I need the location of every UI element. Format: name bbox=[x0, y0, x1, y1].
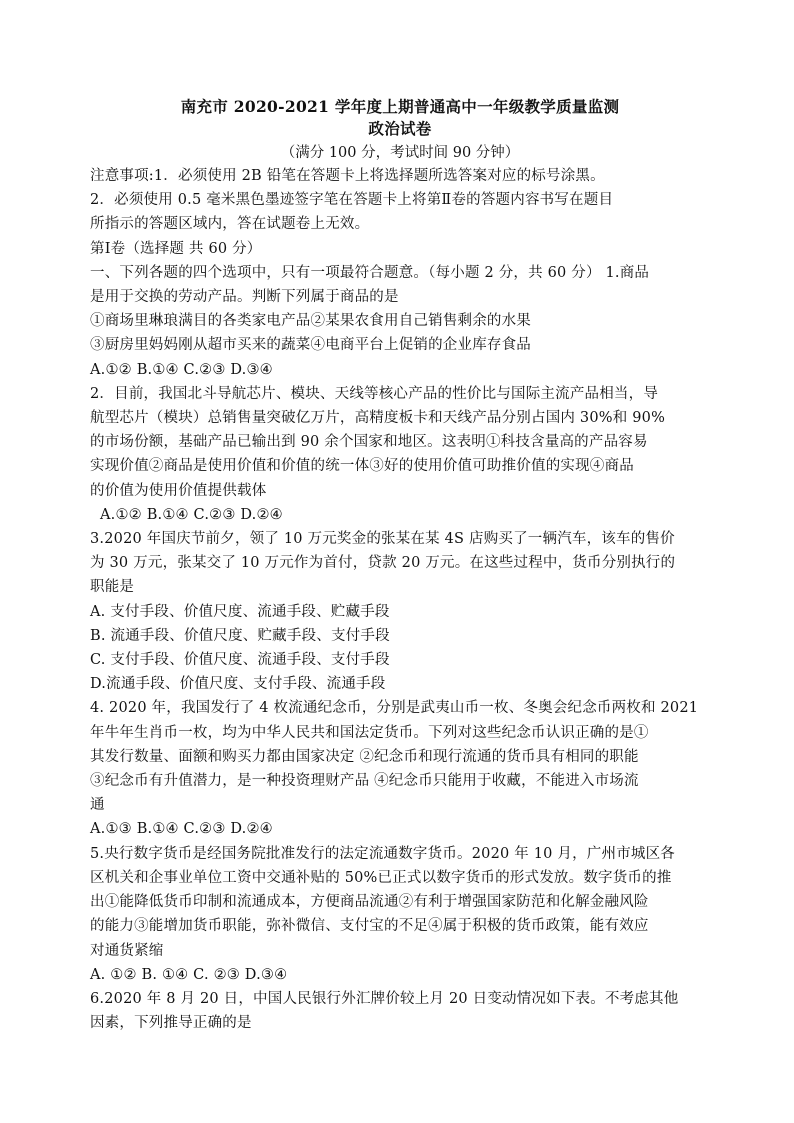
answer-option: C. 支付手段、价值尺度、流通手段、支付手段 bbox=[90, 652, 390, 669]
answer-options: A.①② B.①④ C.②③ D.③④ bbox=[90, 361, 273, 378]
text-line: 年牛年生肖币一枚，均为中华人民共和国法定货币。下列对这些纪念币认识正确的是① bbox=[90, 724, 649, 741]
subject-title: 政治试卷 bbox=[368, 119, 432, 138]
text-line: 的价值为使用价值提供载体 bbox=[90, 482, 267, 499]
text-line: 3.2020 年国庆节前夕，领了 10 万元奖金的张某在某 4S 店购买了一辆汽车，该车的售价 bbox=[90, 531, 675, 548]
text-line: 为 30 万元，张某交了 10 万元作为首付，贷款 20 万元。在这些过程中，货币分别执行的 bbox=[90, 555, 676, 572]
text-line: 航型芯片（模块）总销售量突破亿万片，高精度板卡和天线产品分别占国内 30%和 90% bbox=[90, 410, 666, 427]
text-line: 2．目前，我国北斗导航芯片、模块、天线等核心产品的性价比与国际主流产品相当，导 bbox=[90, 385, 659, 402]
text-line: 出①能降低货币印制和流通成本，方便商品流通②有利于增强国家防范和化解金融风险 bbox=[90, 894, 649, 911]
answer-options: A. ①② B. ①④ C. ②③ D.③④ bbox=[90, 966, 288, 983]
text-line: 通 bbox=[90, 797, 105, 814]
text-line: 因素，下列推导正确的是 bbox=[90, 1015, 252, 1032]
text-line: 是用于交换的劳动产品。判断下列属于商品的是 bbox=[90, 289, 399, 306]
section-heading: 第Ⅰ卷（选择题 共 60 分） bbox=[90, 240, 262, 257]
text-line: 其发行数量、面额和购买力都由国家决定 ②纪念币和现行流通的货币具有相同的职能 bbox=[90, 748, 639, 765]
text-line: 区机关和企事业单位工资中交通补贴的 50%已正式以数字货币的形式发放。数字货币的推 bbox=[90, 869, 672, 886]
text-line: ①商场里琳琅满目的各类家电产品②某果农食用自己销售剩余的水果 bbox=[90, 313, 531, 330]
text-line: 6.2020 年 8 月 20 日，中国人民银行外汇牌价较上月 20 日变动情况如下表。不考虑其他 bbox=[90, 990, 679, 1007]
answer-options: A.①② B.①④ C.②③ D.②④ bbox=[100, 506, 283, 523]
text-line: 所指示的答题区域内，答在试题卷上无效。 bbox=[90, 216, 370, 233]
text-line: 的市场份额，基础产品已输出到 90 余个国家和地区。这表明①科技含量高的产品容易 bbox=[90, 434, 648, 451]
text-line: 5.央行数字货币是经国务院批准发行的法定流通数字货币。2020 年 10 月，广州市城区各 bbox=[90, 845, 676, 862]
exam-info: （满分 100 分，考试时间 90 分钟） bbox=[280, 145, 520, 161]
text-line: 2．必须使用 0.5 毫米黑色墨迹签字笔在答题卡上将第Ⅱ卷的答题内容书写在题目 bbox=[90, 192, 614, 209]
text-line: 一、下列各题的四个选项中，只有一项最符合题意。（每小题 2 分，共 60 分） 1.商品 bbox=[90, 264, 650, 281]
text-line: 4. 2020 年，我国发行了 4 枚流通纪念币，分别是武夷山币一枚、冬奥会纪念币两枚和 2021 bbox=[90, 700, 699, 717]
text-line: 实现价值②商品是使用价值和价值的统一体③好的使用价值可助推价值的实现④商品 bbox=[90, 458, 634, 475]
text-line: 职能是 bbox=[90, 579, 135, 596]
text-line: 对通货紧缩 bbox=[90, 942, 164, 959]
exam-body bbox=[90, 164, 710, 1035]
text-line: 的能力③能增加货币职能，弥补微信、支付宝的不足④属于积极的货币政策，能有效应 bbox=[90, 918, 649, 935]
answer-option: D.流通手段、价值尺度、支付手段、流通手段 bbox=[90, 676, 386, 693]
text-line: ③厨房里妈妈刚从超市买来的蔬菜④电商平台上促销的企业库存食品 bbox=[90, 337, 531, 354]
exam-page bbox=[90, 96, 710, 1035]
text-line: 注意事项:1．必须使用 2B 铅笔在答题卡上将选择题所选答案对应的标号涂黑。 bbox=[90, 168, 605, 184]
answer-options: A.①③ B.①④ C.②③ D.②④ bbox=[90, 821, 273, 838]
answer-option: B. 流通手段、价值尺度、贮藏手段、支付手段 bbox=[90, 627, 390, 644]
exam-title: 南充市 2020-2021 学年度上期普通高中一年级教学质量监测 bbox=[180, 97, 620, 116]
answer-option: A. 支付手段、价值尺度、流通手段、贮藏手段 bbox=[90, 603, 390, 620]
text-line: ③纪念币有升值潜力，是一种投资理财产品 ④纪念币只能用于收藏，不能进入市场流 bbox=[90, 773, 639, 790]
